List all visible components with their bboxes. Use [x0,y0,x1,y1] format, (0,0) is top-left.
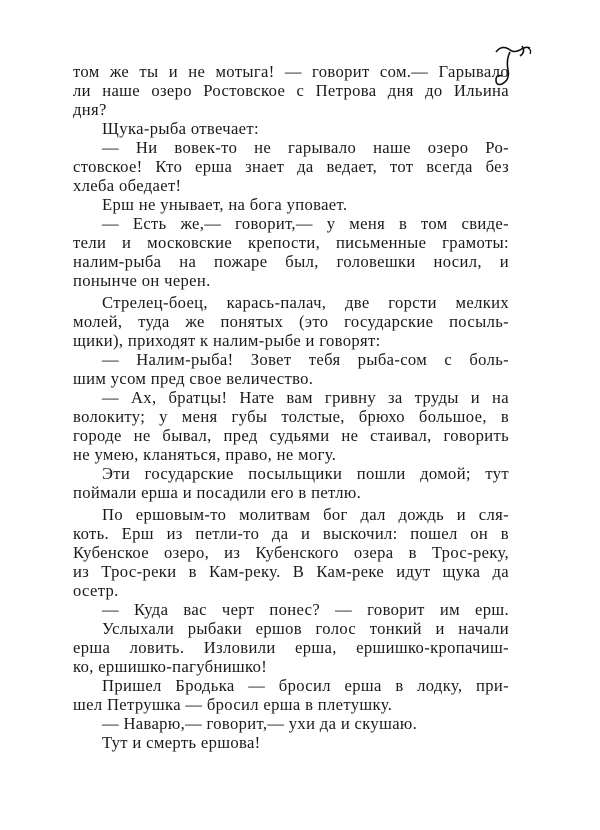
text-line: Щука-рыба отвечает: [102,119,259,138]
text-line: По ершовым-то молитвам бог дал дождь и сля- [102,505,509,524]
text-line: Услыхали рыбаки ершов голос тонкий и начали [102,619,509,638]
text-line: дня? [73,100,107,119]
text-line: — Налим-рыба! Зовет тебя рыба-сом с боль- [102,350,509,369]
text-line: Кубенское озеро, из Кубенского озера в Трос-реку, [73,543,509,562]
text-line: ко, ершишко-пагубнишко! [73,657,268,676]
text-line: хлеба обедает! [73,176,182,195]
text-line: из Трос-реки в Кам-реку. В Кам-реке идут щука да [73,562,509,581]
text-line: том же ты и не мотыга! — говорит сом.— Гарывало [73,62,509,81]
text-line: ли наше озеро Ростовское с Петрова дня до Ильина [73,81,509,100]
text-line: молей, туда же понятых (это государские посыль- [73,312,509,331]
text-line: налим-рыба на пожаре был, головешки носил, и [73,252,509,271]
text-line: — Куда вас черт понес? — говорит им ерш. [102,600,509,619]
text-line: — Наварю,— говорит,— ухи да и скушаю. [102,714,418,733]
text-line: Тут и смерть ершова! [102,733,261,752]
text-line: Стрелец-боец, карась-палач, две горсти мелких [102,293,509,312]
text-line: ерша ловить. Изловили ерша, ершишко-кропачиш- [73,638,509,657]
text-line: осетр. [73,581,119,600]
text-line: поймали ерша и посадили его в петлю. [73,483,362,502]
text-line: — Ни вовек-то не гарывало наше озеро Ро- [102,138,509,157]
text-line: Ерш не унывает, на бога уповает. [102,195,348,214]
text-line: шел Петрушка — бросил ерша в плетушку. [73,695,393,714]
text-line: волокиту; у меня губы толстые, брюхо большое, в [73,407,509,426]
text-line: тели и московские крепости, письменные грамоты: [73,233,509,252]
page-text [73,62,509,752]
text-line: шим усом пред свое величество. [73,369,314,388]
text-line: не умею, кланяться, право, не могу. [73,445,337,464]
text-line: — Есть же,— говорит,— у меня в том свиде- [102,214,509,233]
text-line: — Ах, братцы! Нате вам гривну за труды и на [102,388,509,407]
text-line: стовское! Кто ерша знает да ведает, тот всегда без [73,157,509,176]
text-line: понынче он черен. [73,271,211,290]
text-line: щики), приходят к налим-рыбе и говорят: [73,331,381,350]
text-line: городе не бывал, пред судьями не стаивал, говорить [73,426,509,445]
text-line: Пришел Бродька — бросил ерша в лодку, при- [102,676,509,695]
text-line: Эти государские посыльщики пошли домой; тут [102,464,509,483]
text-line: коть. Ерш из петли-то да и выскочил: пошел он в [73,524,509,543]
